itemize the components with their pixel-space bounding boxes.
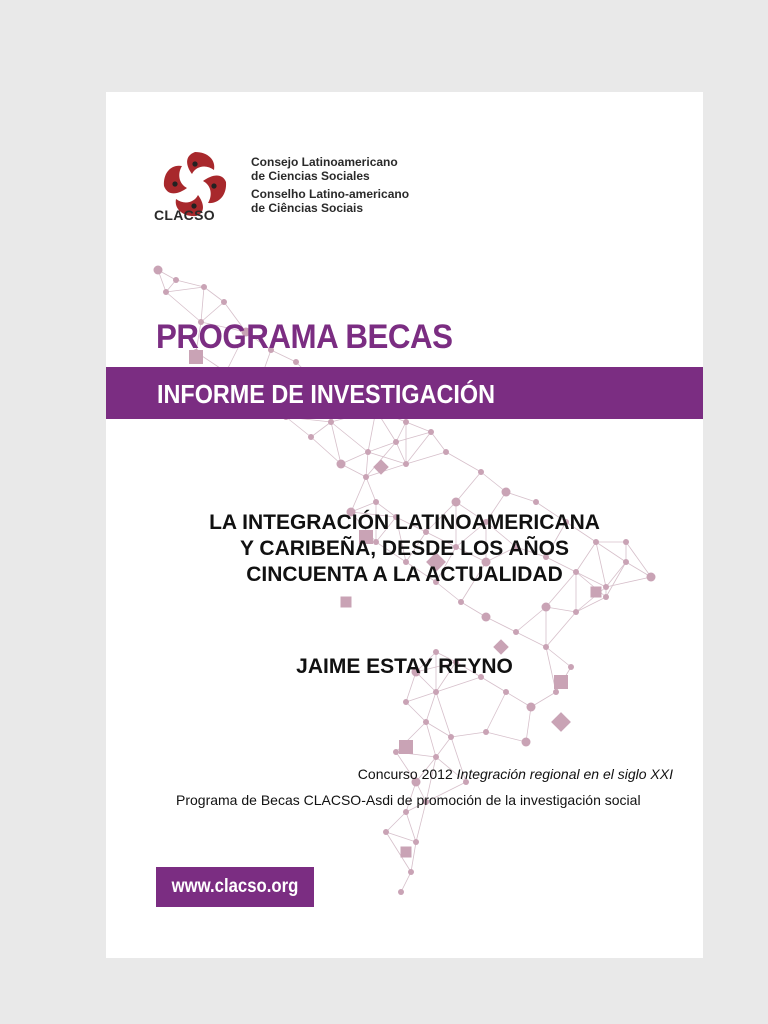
network-node bbox=[201, 284, 207, 290]
network-square-node bbox=[591, 587, 602, 598]
network-square-node bbox=[399, 740, 413, 754]
network-node bbox=[502, 488, 511, 497]
network-node bbox=[308, 434, 314, 440]
network-node bbox=[513, 629, 519, 635]
network-node bbox=[328, 419, 334, 425]
network-square-node bbox=[341, 597, 352, 608]
network-node bbox=[433, 689, 439, 695]
network-node bbox=[363, 474, 369, 480]
org-name-pt-line2: de Ciências Sociais bbox=[251, 201, 364, 215]
network-node bbox=[393, 749, 399, 755]
contest-theme: Integración regional en el siglo XXI bbox=[456, 766, 673, 782]
org-name-pt-line1: Conselho Latino-americano bbox=[251, 187, 410, 201]
network-node bbox=[443, 449, 449, 455]
report-title-line3: CINCUENTA A LA ACTUALIDAD bbox=[246, 563, 563, 586]
website-link[interactable] bbox=[156, 867, 314, 907]
logo-acronym: CLACSO bbox=[154, 207, 215, 223]
network-node bbox=[458, 599, 464, 605]
network-node bbox=[373, 499, 379, 505]
network-node bbox=[403, 809, 409, 815]
network-node bbox=[448, 734, 454, 740]
network-node bbox=[527, 703, 536, 712]
network-square-node bbox=[493, 639, 509, 655]
network-node bbox=[337, 460, 346, 469]
report-type-label: INFORME DE INVESTIGACIÓN bbox=[157, 379, 496, 409]
network-square-node bbox=[401, 847, 412, 858]
network-node bbox=[452, 498, 461, 507]
network-node bbox=[478, 469, 484, 475]
website-label: www.clacso.org bbox=[171, 876, 299, 897]
report-title-line2: Y CARIBEÑA, DESDE LOS AÑOS bbox=[239, 537, 570, 560]
network-node bbox=[573, 609, 579, 615]
network-node bbox=[393, 439, 399, 445]
network-node bbox=[403, 419, 409, 425]
org-name-es-line1: Consejo Latinoamericano bbox=[251, 155, 398, 169]
contest-prefix: Concurso 2012 bbox=[357, 766, 453, 782]
network-node bbox=[408, 869, 414, 875]
organization-names bbox=[251, 155, 409, 215]
network-node bbox=[522, 738, 531, 747]
network-square-node bbox=[551, 712, 571, 732]
network-square-node bbox=[373, 459, 389, 475]
network-node bbox=[553, 689, 559, 695]
network-node bbox=[365, 449, 371, 455]
network-node bbox=[163, 289, 169, 295]
contest-line bbox=[358, 766, 673, 782]
network-node bbox=[503, 689, 509, 695]
network-node bbox=[398, 889, 404, 895]
report-title bbox=[106, 510, 703, 588]
author-name: JAIME ESTAY REYNO bbox=[296, 655, 513, 678]
network-node bbox=[293, 359, 299, 365]
network-node bbox=[543, 644, 549, 650]
network-node bbox=[482, 613, 491, 622]
network-node bbox=[403, 699, 409, 705]
network-node bbox=[428, 429, 434, 435]
report-title-line1: LA INTEGRACIÓN LATINOAMERICANA bbox=[209, 511, 600, 534]
program-title: PROGRAMA BECAS bbox=[156, 318, 453, 356]
network-node bbox=[221, 299, 227, 305]
network-node bbox=[383, 829, 389, 835]
network-node bbox=[483, 729, 489, 735]
network-node bbox=[423, 719, 429, 725]
network-node bbox=[603, 594, 609, 600]
program-description: Programa de Becas CLACSO-Asdi de promoción de la investigación social bbox=[176, 792, 641, 808]
network-node bbox=[154, 266, 163, 275]
network-node bbox=[533, 499, 539, 505]
network-node bbox=[403, 461, 409, 467]
network-node bbox=[542, 603, 551, 612]
network-node bbox=[433, 754, 439, 760]
cover-page bbox=[106, 92, 703, 958]
report-type-band bbox=[106, 367, 703, 419]
network-node bbox=[413, 839, 419, 845]
org-name-es-line2: de Ciencias Sociales bbox=[251, 169, 370, 183]
network-node bbox=[173, 277, 179, 283]
